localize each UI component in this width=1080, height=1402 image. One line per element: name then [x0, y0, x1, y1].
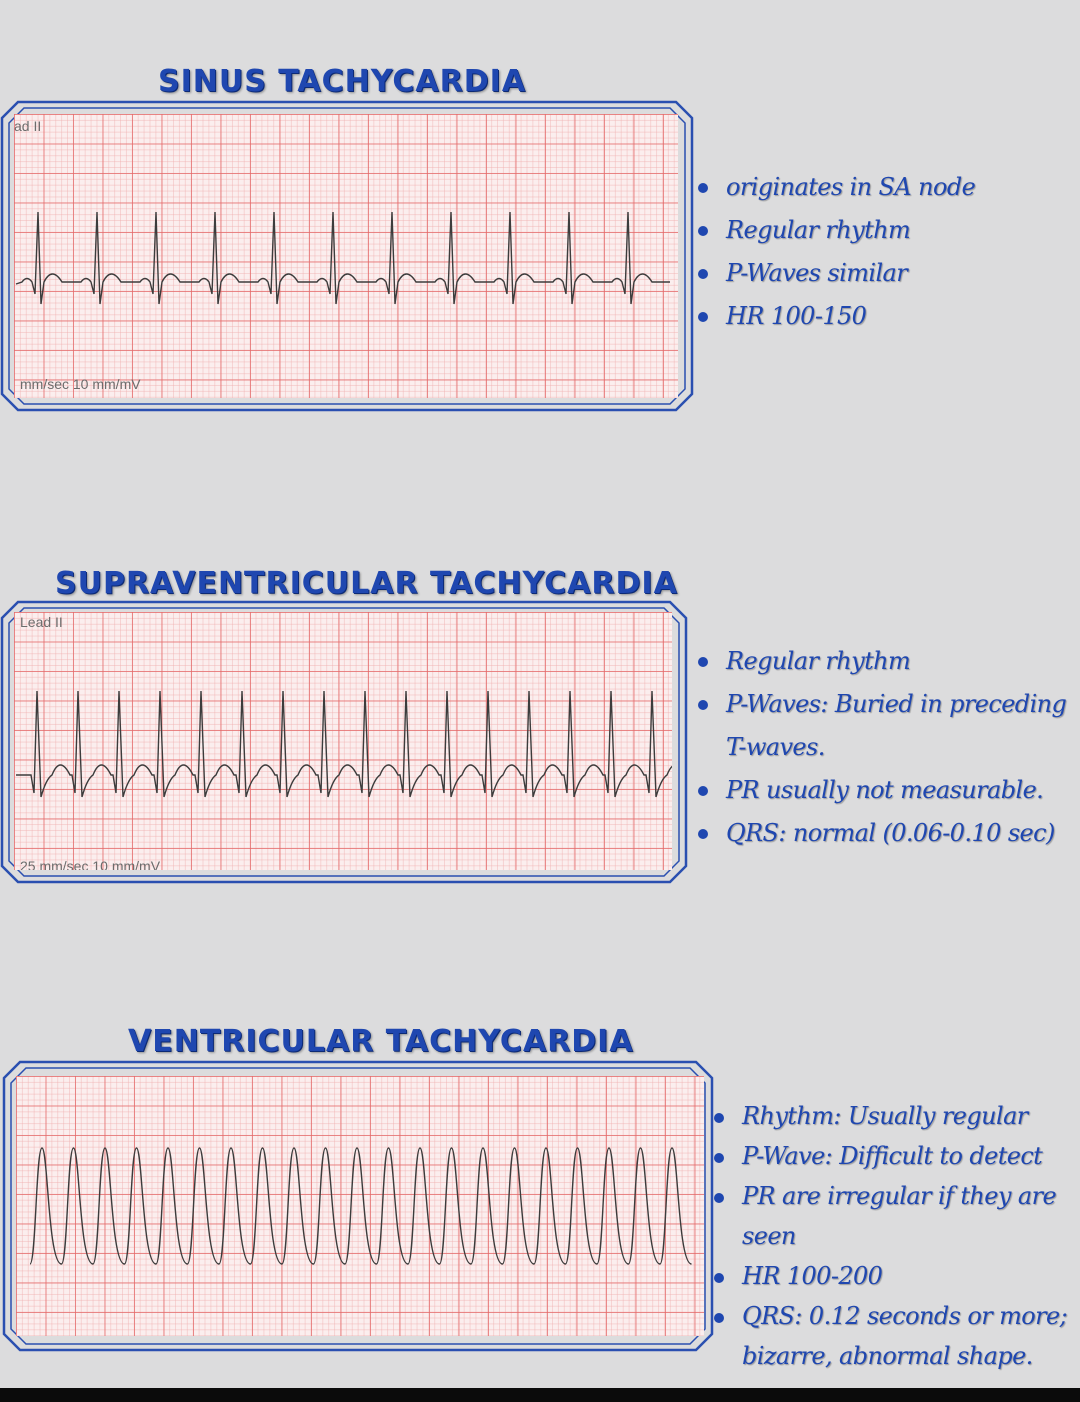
list-item: QRS: normal (0.06-0.10 sec) — [696, 812, 1076, 855]
svt-strip-frame — [0, 600, 688, 884]
list-item: QRS: 0.12 seconds or more; bizarre, abnormal shape. — [712, 1296, 1078, 1376]
list-item: P-Waves: Buried in preceding T-waves. — [696, 683, 1076, 769]
ventricular-tachycardia-title: VENTRICULAR TACHYCARDIA — [128, 1024, 634, 1059]
list-item: Regular rhythm — [696, 209, 1076, 252]
sinus-tachycardia-strip-frame — [0, 100, 694, 412]
svt-criteria — [696, 640, 1076, 855]
ecg-paper — [14, 612, 672, 870]
lead-label: ad II — [14, 118, 42, 134]
list-item: Rhythm: Usually regular — [712, 1096, 1078, 1136]
list-item: P-Waves similar — [696, 252, 1076, 295]
sinus-tachycardia-criteria — [696, 166, 1076, 338]
list-item: Regular rhythm — [696, 640, 1076, 683]
list-item: HR 100-200 — [712, 1256, 1078, 1296]
sinus-tachycardia-title: SINUS TACHYCARDIA — [158, 64, 527, 99]
list-item: P-Wave: Difficult to detect — [712, 1136, 1078, 1176]
list-item: originates in SA node — [696, 166, 1076, 209]
list-item: PR usually not measurable. — [696, 769, 1076, 812]
ventricular-tachycardia-criteria — [712, 1096, 1078, 1376]
ecg-trace-sinus — [14, 114, 678, 398]
list-item: HR 100-150 — [696, 295, 1076, 338]
bottom-bar — [0, 1388, 1080, 1402]
ecg-paper — [16, 1076, 704, 1336]
speed-label: mm/sec 10 mm/mV — [20, 376, 141, 392]
lead-label: Lead II — [20, 614, 63, 630]
ecg-paper — [14, 114, 678, 398]
ecg-trace-svt — [14, 612, 672, 870]
ventricular-tachycardia-strip-frame — [2, 1060, 714, 1352]
speed-label: 25 mm/sec 10 mm/mV — [20, 858, 161, 870]
list-item: PR are irregular if they are seen — [712, 1176, 1078, 1256]
ecg-trace-vt — [16, 1076, 704, 1336]
svt-title: SUPRAVENTRICULAR TACHYCARDIA — [55, 566, 678, 601]
